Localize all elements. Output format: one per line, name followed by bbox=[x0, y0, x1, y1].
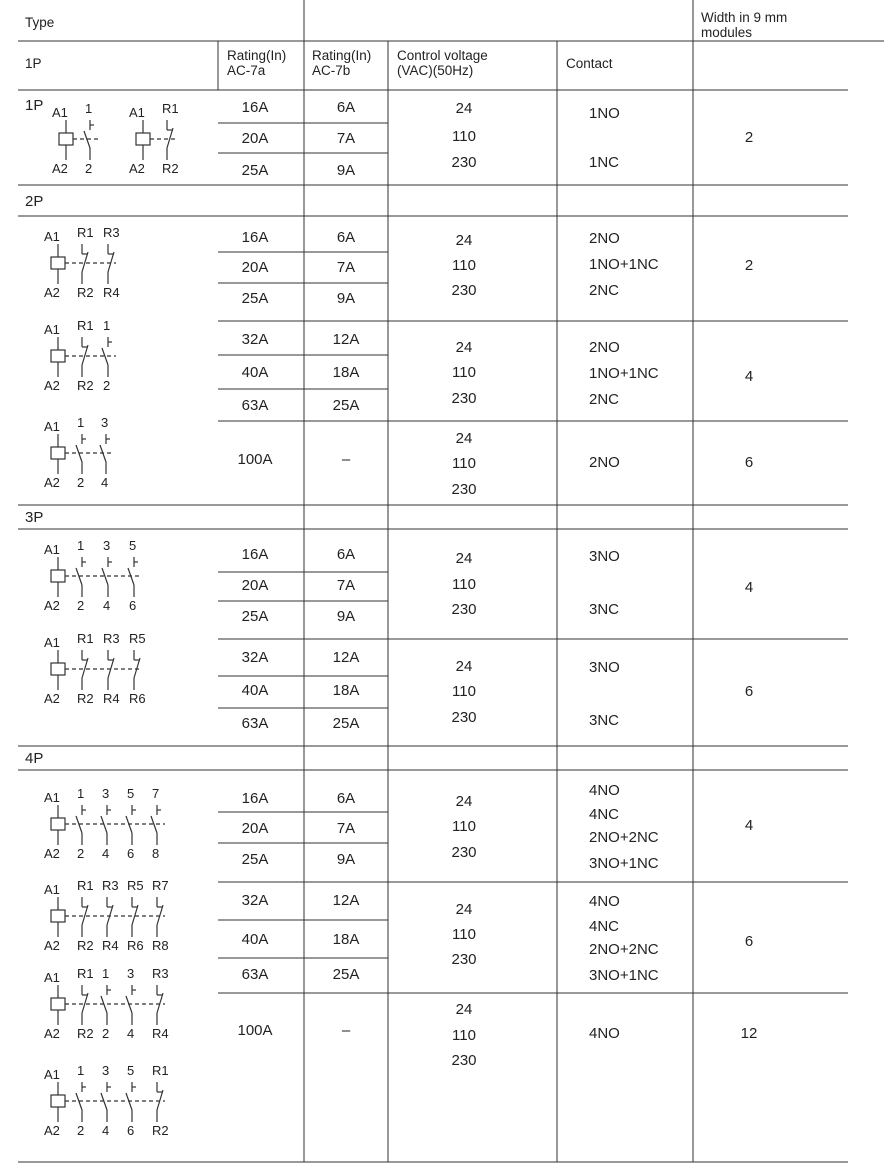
terminal-label: R1 bbox=[77, 225, 94, 240]
terminal-label: R7 bbox=[152, 878, 169, 893]
contact-type: 2NO bbox=[589, 230, 620, 247]
wiring-diagram-d2b bbox=[51, 337, 116, 377]
terminal-label: A2 bbox=[44, 1123, 60, 1138]
contact-type: 1NO+1NC bbox=[589, 365, 659, 382]
rating-ac7b: 7A bbox=[336, 259, 356, 276]
terminal-label: 1 bbox=[77, 538, 85, 553]
terminal-label: 6 bbox=[127, 846, 135, 861]
terminal-label: A1 bbox=[44, 970, 60, 985]
contact-type: 1NC bbox=[589, 154, 620, 171]
control-voltage: 24 bbox=[455, 100, 473, 117]
rating-ac7b: 18A bbox=[332, 364, 360, 381]
terminal-label: A1 bbox=[52, 105, 68, 120]
terminal-label: 2 bbox=[102, 1026, 110, 1041]
rating-ac7b: 9A bbox=[336, 290, 356, 307]
control-voltage: 230 bbox=[451, 481, 477, 498]
rating-ac7a: 25A bbox=[241, 290, 269, 307]
header-width: modules bbox=[701, 25, 753, 40]
terminal-label: 1 bbox=[102, 966, 110, 981]
header-pole: 1P bbox=[25, 56, 42, 71]
terminal-label: 4 bbox=[101, 475, 109, 490]
contact-blade bbox=[157, 905, 163, 925]
rating-ac7a: 32A bbox=[241, 892, 269, 909]
terminal-label: R3 bbox=[103, 225, 120, 240]
contact-type: 2NO+2NC bbox=[589, 941, 659, 958]
module-width: 4 bbox=[744, 368, 754, 385]
terminal-label: 1 bbox=[77, 786, 85, 801]
terminal-label: 3 bbox=[101, 415, 109, 430]
coil-symbol bbox=[51, 998, 65, 1010]
control-voltage: 110 bbox=[452, 364, 476, 381]
control-voltage: 110 bbox=[452, 926, 476, 943]
rating-ac7b: 18A bbox=[332, 682, 360, 699]
terminal-label: R1 bbox=[77, 966, 94, 981]
control-voltage: 24 bbox=[455, 901, 473, 918]
terminal-label: R3 bbox=[152, 966, 169, 981]
terminal-label: A2 bbox=[44, 1026, 60, 1041]
section-label: 3P bbox=[25, 509, 44, 526]
contact-type: 1NO+1NC bbox=[589, 256, 659, 273]
section-label: 1P bbox=[25, 97, 44, 114]
terminal-label: R3 bbox=[102, 878, 119, 893]
control-voltage: 110 bbox=[452, 683, 476, 700]
control-voltage: 110 bbox=[452, 818, 476, 835]
terminal-label: 2 bbox=[77, 1123, 85, 1138]
terminal-label: A2 bbox=[44, 691, 60, 706]
control-voltage: 24 bbox=[455, 430, 473, 447]
terminal-label: A1 bbox=[129, 105, 145, 120]
control-voltage: 230 bbox=[451, 601, 477, 618]
control-voltage: 230 bbox=[451, 282, 477, 299]
rating-ac7b: 12A bbox=[332, 331, 360, 348]
terminal-label: R1 bbox=[77, 631, 94, 646]
terminal-label: 2 bbox=[103, 378, 111, 393]
terminal-label: 2 bbox=[77, 846, 85, 861]
rating-ac7a: 16A bbox=[241, 790, 269, 807]
terminal-label: 7 bbox=[152, 786, 160, 801]
control-voltage: 230 bbox=[451, 951, 477, 968]
rating-ac7a: 63A bbox=[241, 715, 269, 732]
contact-type: 2NO bbox=[589, 454, 620, 471]
wiring-diagram-d2a bbox=[51, 244, 116, 284]
rating-ac7a: 20A bbox=[241, 130, 269, 147]
wiring-diagram-d4d bbox=[51, 1082, 165, 1122]
terminal-label: R1 bbox=[77, 318, 94, 333]
coil-symbol bbox=[51, 1095, 65, 1107]
terminal-label: R4 bbox=[103, 691, 120, 706]
terminal-label: 6 bbox=[129, 598, 137, 613]
terminal-label: R8 bbox=[152, 938, 169, 953]
terminal-label: 8 bbox=[152, 846, 160, 861]
terminal-label: A1 bbox=[44, 322, 60, 337]
terminal-label: 3 bbox=[102, 786, 110, 801]
terminal-label: 4 bbox=[127, 1026, 135, 1041]
coil-symbol bbox=[59, 133, 73, 145]
contact-blade bbox=[82, 252, 88, 272]
terminal-label: A2 bbox=[129, 161, 145, 176]
terminal-label: A1 bbox=[44, 542, 60, 557]
terminal-label: A1 bbox=[44, 882, 60, 897]
contact-blade bbox=[82, 658, 88, 678]
terminal-label: R6 bbox=[127, 938, 144, 953]
rating-ac7b: 25A bbox=[332, 715, 360, 732]
rating-ac7a: 25A bbox=[241, 162, 269, 179]
contact-type: 3NO+1NC bbox=[589, 967, 659, 984]
coil-symbol bbox=[136, 133, 150, 145]
contact-blade bbox=[132, 905, 138, 925]
terminal-label: R2 bbox=[77, 1026, 94, 1041]
rating-ac7a: 100A bbox=[237, 1022, 273, 1039]
rating-ac7a: 40A bbox=[241, 682, 269, 699]
control-voltage: 24 bbox=[455, 658, 473, 675]
rating-ac7a: 40A bbox=[241, 364, 269, 381]
rating-ac7b: 9A bbox=[336, 608, 356, 625]
terminal-label: R6 bbox=[129, 691, 146, 706]
contact-blade bbox=[108, 658, 114, 678]
control-voltage: 230 bbox=[451, 390, 477, 407]
control-voltage: 24 bbox=[455, 339, 473, 356]
contact-blade bbox=[107, 905, 113, 925]
wiring-diagram-d3b bbox=[51, 650, 142, 690]
terminal-label: 4 bbox=[102, 1123, 110, 1138]
terminal-label: R4 bbox=[152, 1026, 169, 1041]
wiring-diagram-d1a bbox=[59, 120, 98, 160]
module-width: 2 bbox=[744, 257, 754, 274]
contact-blade bbox=[82, 345, 88, 365]
contact-type: 4NO bbox=[589, 782, 620, 799]
contact-blade bbox=[157, 993, 163, 1013]
control-voltage: 24 bbox=[455, 232, 473, 249]
section-label: 2P bbox=[25, 193, 44, 210]
terminal-label: R3 bbox=[103, 631, 120, 646]
rating-ac7b: 9A bbox=[336, 162, 356, 179]
terminal-label: A2 bbox=[44, 846, 60, 861]
rating-ac7a: 63A bbox=[241, 966, 269, 983]
control-voltage: 230 bbox=[451, 154, 477, 171]
header-contact: Contact bbox=[566, 56, 613, 71]
terminal-label: A2 bbox=[44, 938, 60, 953]
coil-symbol bbox=[51, 818, 65, 830]
control-voltage: 110 bbox=[452, 257, 476, 274]
contact-type: 3NC bbox=[589, 712, 620, 729]
contact-type: 4NO bbox=[589, 893, 620, 910]
rating-ac7b: 6A bbox=[336, 790, 356, 807]
rating-ac7a: 25A bbox=[241, 608, 269, 625]
rating-ac7b: 25A bbox=[332, 397, 360, 414]
terminal-label: A2 bbox=[52, 161, 68, 176]
terminal-label: 3 bbox=[127, 966, 135, 981]
contact-type: 3NC bbox=[589, 601, 620, 618]
header-rating-a: AC-7a bbox=[227, 63, 266, 78]
terminal-label: 4 bbox=[103, 598, 111, 613]
rating-ac7a: 20A bbox=[241, 259, 269, 276]
rating-ac7b: 25A bbox=[332, 966, 360, 983]
rating-ac7a: 40A bbox=[241, 931, 269, 948]
terminal-label: 1 bbox=[77, 415, 85, 430]
terminal-label: R1 bbox=[152, 1063, 169, 1078]
terminal-label: 2 bbox=[77, 598, 85, 613]
header-rating-b: AC-7b bbox=[312, 63, 351, 78]
rating-ac7a: 32A bbox=[241, 649, 269, 666]
terminal-label: A1 bbox=[44, 635, 60, 650]
wiring-diagram-d1b bbox=[136, 120, 175, 160]
control-voltage: 24 bbox=[455, 550, 473, 567]
section-label: 4P bbox=[25, 750, 44, 767]
module-width: 6 bbox=[744, 933, 754, 950]
coil-symbol bbox=[51, 350, 65, 362]
rating-ac7a: 20A bbox=[241, 577, 269, 594]
header-control-voltage: Control voltage bbox=[397, 48, 488, 63]
contact-type: 2NO+2NC bbox=[589, 829, 659, 846]
terminal-label: R2 bbox=[152, 1123, 169, 1138]
control-voltage: 230 bbox=[451, 844, 477, 861]
terminal-label: R1 bbox=[162, 101, 179, 116]
module-width: 4 bbox=[744, 817, 754, 834]
rating-ac7b: – bbox=[341, 451, 351, 468]
rating-ac7b: 12A bbox=[332, 649, 360, 666]
wiring-diagram-d4a bbox=[51, 805, 165, 845]
wiring-diagram-d2c bbox=[51, 434, 114, 474]
rating-ac7b: 12A bbox=[332, 892, 360, 909]
terminal-label: R4 bbox=[102, 938, 119, 953]
contact-type: 4NO bbox=[589, 1025, 620, 1042]
wiring-diagram-d4b bbox=[51, 897, 165, 937]
control-voltage: 24 bbox=[455, 1001, 473, 1018]
terminal-label: A2 bbox=[44, 378, 60, 393]
contact-blade bbox=[108, 252, 114, 272]
control-voltage: 230 bbox=[451, 709, 477, 726]
terminal-label: A2 bbox=[44, 285, 60, 300]
terminal-label: 3 bbox=[102, 1063, 110, 1078]
control-voltage: 110 bbox=[452, 455, 476, 472]
terminal-label: 5 bbox=[127, 1063, 135, 1078]
header-width: Width in 9 mm bbox=[701, 10, 788, 25]
rating-ac7a: 63A bbox=[241, 397, 269, 414]
terminal-label: R1 bbox=[77, 878, 94, 893]
rating-ac7b: 6A bbox=[336, 546, 356, 563]
contact-blade bbox=[82, 993, 88, 1013]
header-rating-b: Rating(In) bbox=[312, 48, 372, 63]
control-voltage: 110 bbox=[452, 1027, 476, 1044]
rating-ac7b: – bbox=[341, 1022, 351, 1039]
wiring-diagram-d3a bbox=[51, 557, 142, 597]
wiring-diagram-d4c bbox=[51, 985, 165, 1025]
control-voltage: 24 bbox=[455, 793, 473, 810]
rating-ac7a: 20A bbox=[241, 820, 269, 837]
rating-ac7a: 100A bbox=[237, 451, 273, 468]
coil-symbol bbox=[51, 447, 65, 459]
module-width: 6 bbox=[744, 454, 754, 471]
contact-type: 4NC bbox=[589, 806, 620, 823]
rating-ac7a: 32A bbox=[241, 331, 269, 348]
rating-ac7b: 7A bbox=[336, 577, 356, 594]
coil-symbol bbox=[51, 257, 65, 269]
rating-ac7a: 25A bbox=[241, 851, 269, 868]
rating-ac7b: 7A bbox=[336, 130, 356, 147]
contact-blade bbox=[82, 905, 88, 925]
terminal-label: R2 bbox=[162, 161, 179, 176]
control-voltage: 110 bbox=[452, 576, 476, 593]
contact-type: 3NO+1NC bbox=[589, 855, 659, 872]
terminal-label: 5 bbox=[127, 786, 135, 801]
terminal-label: A1 bbox=[44, 229, 60, 244]
terminal-label: R4 bbox=[103, 285, 120, 300]
coil-symbol bbox=[51, 663, 65, 675]
contact-type: 4NC bbox=[589, 918, 620, 935]
control-voltage: 110 bbox=[452, 128, 476, 145]
contact-type: 1NO bbox=[589, 105, 620, 122]
terminal-label: R2 bbox=[77, 285, 94, 300]
rating-ac7a: 16A bbox=[241, 99, 269, 116]
terminal-label: 1 bbox=[85, 101, 93, 116]
terminal-label: R5 bbox=[129, 631, 146, 646]
module-width: 12 bbox=[740, 1025, 758, 1042]
rating-ac7b: 9A bbox=[336, 851, 356, 868]
header-type: Type bbox=[25, 15, 55, 30]
terminal-label: 6 bbox=[127, 1123, 135, 1138]
module-width: 4 bbox=[744, 579, 754, 596]
terminal-label: R2 bbox=[77, 938, 94, 953]
contact-blade bbox=[134, 658, 140, 678]
terminal-label: R2 bbox=[77, 378, 94, 393]
coil-symbol bbox=[51, 570, 65, 582]
terminal-label: A2 bbox=[44, 598, 60, 613]
contact-type: 2NC bbox=[589, 391, 620, 408]
terminal-label: 4 bbox=[102, 846, 110, 861]
terminal-label: 3 bbox=[103, 538, 111, 553]
contact-type: 2NC bbox=[589, 282, 620, 299]
rating-ac7a: 16A bbox=[241, 546, 269, 563]
rating-ac7a: 16A bbox=[241, 229, 269, 246]
terminal-label: R2 bbox=[77, 691, 94, 706]
rating-ac7b: 6A bbox=[336, 229, 356, 246]
terminal-label: A1 bbox=[44, 790, 60, 805]
contact-blade bbox=[157, 1090, 163, 1110]
terminal-label: 1 bbox=[77, 1063, 85, 1078]
terminal-label: A2 bbox=[44, 475, 60, 490]
terminal-label: 2 bbox=[85, 161, 93, 176]
rating-ac7b: 6A bbox=[336, 99, 356, 116]
module-width: 2 bbox=[744, 129, 754, 146]
rating-ac7b: 7A bbox=[336, 820, 356, 837]
rating-ac7b: 18A bbox=[332, 931, 360, 948]
terminal-label: 2 bbox=[77, 475, 85, 490]
terminal-label: 5 bbox=[129, 538, 137, 553]
terminal-label: A1 bbox=[44, 419, 60, 434]
contact-type: 2NO bbox=[589, 339, 620, 356]
header-rating-a: Rating(In) bbox=[227, 48, 287, 63]
header-control-voltage: (VAC)(50Hz) bbox=[397, 63, 474, 78]
contact-blade bbox=[167, 128, 173, 148]
terminal-label: 1 bbox=[103, 318, 111, 333]
contact-type: 3NO bbox=[589, 659, 620, 676]
terminal-label: R5 bbox=[127, 878, 144, 893]
coil-symbol bbox=[51, 910, 65, 922]
module-width: 6 bbox=[744, 683, 754, 700]
control-voltage: 230 bbox=[451, 1052, 477, 1069]
contact-type: 3NO bbox=[589, 548, 620, 565]
terminal-label: A1 bbox=[44, 1067, 60, 1082]
